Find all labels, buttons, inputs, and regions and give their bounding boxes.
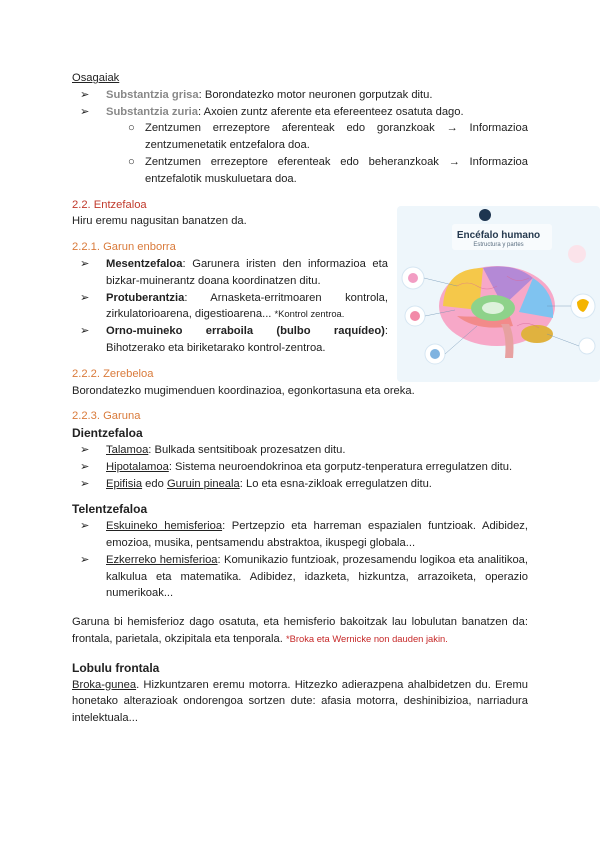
term-text: . Hizkuntzaren eremu motorra. Hitzezko adierazpena ahalbidetzen du. Eremu honetako alterazioak ondorengoa sortzen dute: afasia motorra, deshinibizioa, narriadura intelektuala... xyxy=(72,678,528,725)
lobulu-frontala-heading: Lobulu frontala xyxy=(72,660,160,675)
list-item xyxy=(80,290,388,324)
document-body xyxy=(72,70,528,727)
term-text: : Sistema neuroendokrinoa eta gorputz-tenperatura erregulatzen ditu. xyxy=(168,460,513,473)
term-label: Ezkerreko hemisferioa xyxy=(106,553,218,566)
arrow-bullet-icon: ➢ xyxy=(80,477,90,490)
circle-bullet-icon: ○ xyxy=(128,155,135,168)
paragraph: Borondatezko mugimenduen koordinazioa, egonkortasuna eta oreka. xyxy=(72,384,415,397)
list-item xyxy=(80,552,528,602)
image-title: Encéfalo humano xyxy=(456,230,541,241)
list-item xyxy=(80,256,388,290)
term-text: : Arnasketa-erritmoaren kontrola, zirkulatorioarena, digestioarena... xyxy=(106,291,388,321)
arrow-bullet-icon: ➢ xyxy=(80,257,90,270)
term-text: : Bulkada sentsitiboak prozesatzen ditu. xyxy=(148,443,346,456)
term-label: Broka-gunea xyxy=(72,678,137,691)
term-label: Eskuineko hemisferioa xyxy=(106,520,223,533)
arrow-bullet-icon: ➢ xyxy=(80,105,90,118)
paragraph xyxy=(72,677,528,727)
list-item xyxy=(80,104,528,121)
term-label: Guruin pineala xyxy=(166,477,240,490)
term-label: Substantzia grisa xyxy=(106,88,199,101)
term-text: : Pertzepzio eta harreman espazialen funtzioak. Adibidez, emozioa, musika, pentsamendu abstraktoa, ikuspegi globala... xyxy=(106,520,528,549)
term-label: Protuberantzia xyxy=(106,291,185,304)
connector-text: edo xyxy=(142,477,167,490)
arrow-bullet-icon: ➢ xyxy=(80,553,90,566)
list-item xyxy=(80,476,528,493)
image-subtitle: Estructura y partes xyxy=(473,242,524,248)
term-label: Epifisia xyxy=(106,477,143,490)
list-item xyxy=(128,154,528,188)
subsection-heading: 2.2.2. Zerebeloa xyxy=(72,367,154,380)
term-text: : Axoien zuntz aferente eta efereenteez osatuta dago. xyxy=(198,105,464,118)
dientzefaloa-heading: Dientzefaloa xyxy=(72,426,143,441)
arrow-bullet-icon: ➢ xyxy=(80,460,90,473)
arrow-bullet-icon: ➢ xyxy=(80,325,90,338)
list-item xyxy=(80,87,528,104)
term-label: Orno-muineko erraboila (bulbo raquídeo) xyxy=(106,325,385,338)
paragraph: Hiru eremu nagusitan banatzen da. xyxy=(72,215,247,228)
osagaiak-title: Osagaiak xyxy=(72,72,120,84)
term-label: Talamoa xyxy=(106,443,149,456)
subsection-heading: 2.2.3. Garuna xyxy=(72,410,141,423)
term-text: : Bihotzerako eta biriketarako kontrol-zentroa. xyxy=(106,325,388,354)
term-text: : Garunera iristen den informazioa eta bizkar-muinerantz doana koordinatzen ditu. xyxy=(106,257,388,287)
section-heading: 2.2. Entzefaloa xyxy=(72,198,147,211)
circle-bullet-icon: ○ xyxy=(128,122,135,135)
note: *Kontrol zentroa. xyxy=(274,308,345,320)
term-label: Hipotalamoa xyxy=(106,460,169,473)
term-label: Mesentzefaloa xyxy=(106,257,183,270)
brain-infographic-image xyxy=(397,206,600,382)
list-item xyxy=(80,442,528,459)
arrow-bullet-icon: ➢ xyxy=(80,88,90,101)
lobulu-text: Garuna bi hemisferioz dago osatuta, eta hemisferio bakoitzak lau lobulutan banatzen da: frontala, parietala, okzipitala eta tenporala. xyxy=(72,616,528,645)
sub-item-text: Zentzumen errezeptore aferenteak edo goranzkoak → Informazioa zentzumenetatik entzefalora doa. xyxy=(145,122,528,152)
term-label: Substantzia zuria xyxy=(106,105,199,118)
arrow-bullet-icon: ➢ xyxy=(80,520,90,533)
arrow-bullet-icon: ➢ xyxy=(80,291,90,304)
telentzefaloa-heading: Telentzefaloa xyxy=(72,502,148,517)
list-item xyxy=(80,323,388,357)
list-item xyxy=(80,518,528,552)
sub-item-text: Zentzumen errezeptore eferenteak edo beheranzkoak → Informazioa entzefalotik muskuluetara doa. xyxy=(145,155,528,185)
term-text: : Lo eta esna-zikloak erregulatzen ditu. xyxy=(239,477,432,490)
arrow-bullet-icon: ➢ xyxy=(80,443,90,456)
list-item xyxy=(128,120,528,154)
subsection-heading: 2.2.1. Garun enborra xyxy=(72,241,176,254)
term-text: : Komunikazio funtzioak, prozesamendu logikoa eta analitikoa, kalkulua eta matematika. Adibidez, idazketa, hizkuntza, arrazoiketa, operazio numerikoak... xyxy=(106,553,528,600)
paragraph xyxy=(72,614,528,648)
term-text: : Borondatezko motor neuronen gorputzak ditu. xyxy=(198,88,433,101)
note: *Broka eta Wernicke non dauden jakin. xyxy=(285,632,448,644)
list-item xyxy=(80,459,528,476)
logo-icon xyxy=(479,209,491,221)
